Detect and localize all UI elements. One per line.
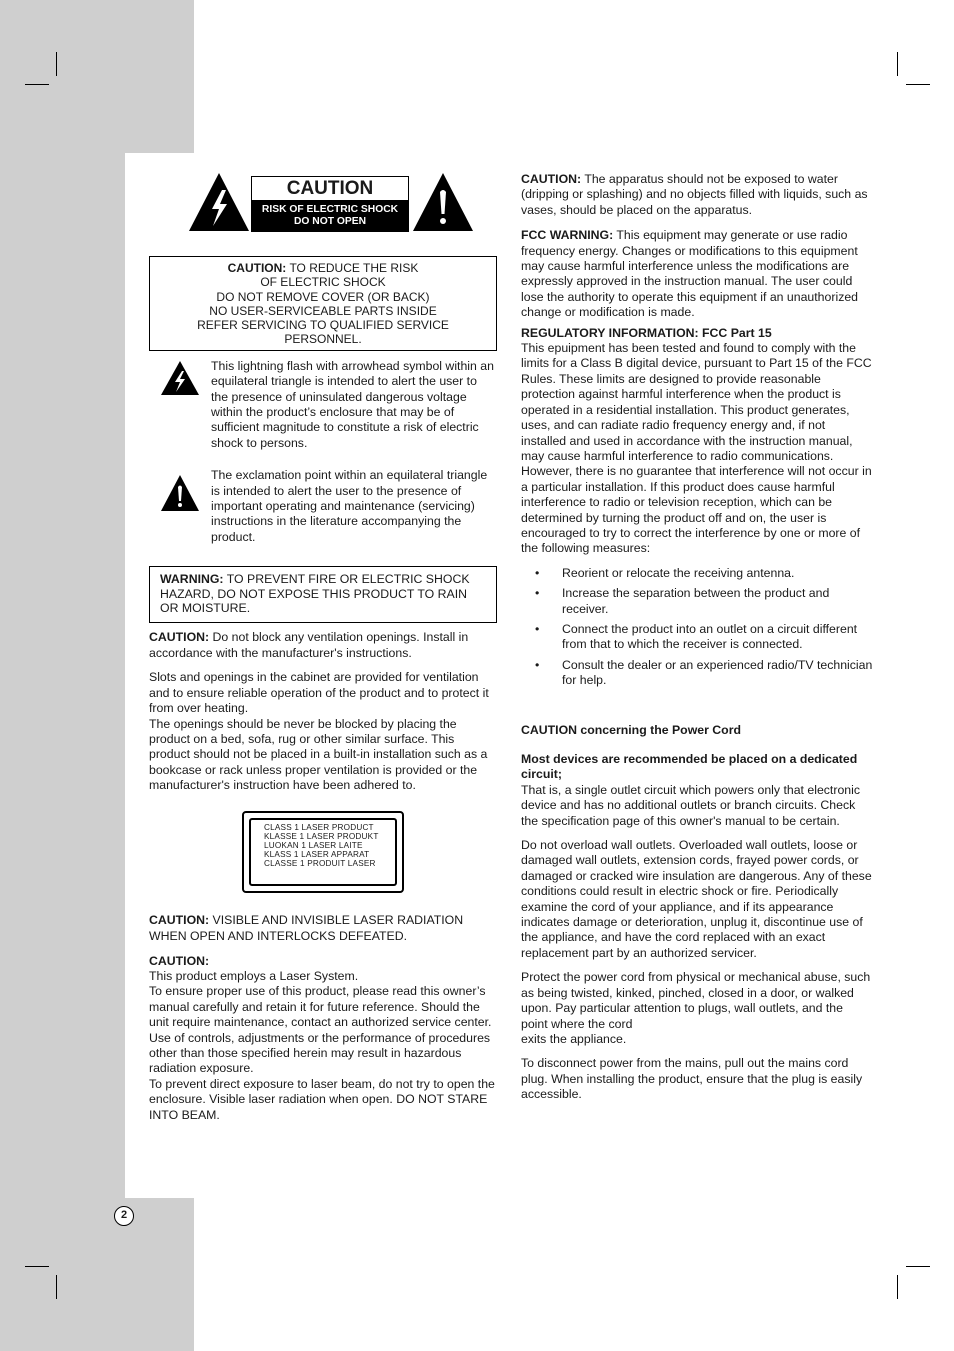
caution-graphic	[188, 172, 474, 236]
laser-radiation-caution	[149, 912, 497, 945]
laser-system-line-2: To ensure proper use of this product, please read this owner’s manual carefully and retain it for future reference. Should the unit require maintenance, contact an authorized service center.	[149, 984, 492, 1030]
ventilation-caution	[149, 630, 497, 661]
ventilation-para-2: The openings should be never be blocked by placing the product on a bed, sofa, rug or other similar surface. This product should not be placed in a built-in installation such as a bookcase or rack unless proper ventilation is provided or the manufacturer's instruction have been adhered to.	[149, 716, 488, 793]
lightning-warning-icon	[188, 172, 250, 232]
water-caution-text: The apparatus should not be exposed to water (dripping or splashing) and no objects filled with liquids, such as vases, should be placed on the apparatus.	[521, 172, 868, 217]
water-caution-label: CAUTION:	[521, 172, 582, 186]
regulatory-heading: REGULATORY INFORMATION: FCC Part 15	[521, 325, 772, 340]
gray-margin-bottom	[0, 1198, 194, 1351]
water-caution	[521, 172, 873, 218]
laser-label-line: KLASS 1 LASER APPARAT	[264, 849, 370, 859]
regulatory-text: This epuipment has been tested and found to comply with the limits for a Class B digital device, pursuant to Part 15 of the FCC Rules. These limits are designed to provide reasonable protection against harmful interference when the product is operated in a residential installation. This product generates, uses, and can radiate radio frequency energy and, if not installed and used in accordance with the instruction manual, may cause harmful interference to radio communications. However, there is no guarantee that interference will not occur in a particular installation. If this product does cause harmful interference to radio or television reception, which can be determined by turning the product off and on, the user is encouraged to try to correct the interference by one or more of the following measures:	[521, 341, 872, 556]
fcc-warning-text: This equipment may generate or use radio frequency energy. Changes or modifications to this equipment may cause harmful interference unless the modifications are expressly approved in the instruction manual. The user could lose the authority to operate this equipment if an unauthorized change or modification is made.	[521, 228, 859, 320]
crop-mark	[56, 1275, 57, 1299]
fcc-warning-label: FCC WARNING:	[521, 228, 614, 243]
lightning-explanation	[149, 359, 497, 451]
shock-caution-line-4: NO USER-SERVICEABLE PARTS INSIDE	[209, 303, 437, 318]
lightning-text: This lightning flash with arrowhead symbol within an equilateral triangle is intended to alert the user to the presence of uninsulated dangerous voltage within the product’s enclosure that may be of sufficient magnitude to constitute a risk of electric shock to persons.	[211, 358, 494, 450]
ventilation-text: Do not block any ventilation openings. Install in accordance with the manufacturer's instructions.	[149, 630, 469, 660]
crop-mark	[897, 1275, 898, 1299]
warning-text: TO PREVENT FIRE OR ELECTRIC SHOCK HAZARD, DO NOT EXPOSE THIS PRODUCT TO RAIN OR MOISTURE.	[160, 572, 470, 616]
exclamation-explanation	[149, 468, 497, 545]
power-cord-subheading: Most devices are recommended be placed on a dedicated circuit;	[521, 752, 858, 782]
caution-label-box	[251, 176, 409, 232]
ventilation-para-1: Slots and openings in the cabinet are provided for ventilation and to ensure reliable operation of the product and to protect it from over heating.	[149, 670, 489, 716]
exclamation-text: The exclamation point within an equilateral triangle is intended to alert the user to the presence of important operating and maintenance (servicing) instructions in the literature accompanying the product.	[211, 468, 488, 544]
power-cord-para-3	[521, 970, 873, 1047]
crop-mark	[25, 1266, 49, 1267]
laser-label-line: CLASS 1 LASER PRODUCT	[264, 822, 374, 832]
list-item: • Increase the separation between the product and receiver.	[521, 586, 873, 617]
laser-label-line: CLASSE 1 PRODUIT LASER	[264, 858, 376, 868]
warning-label: WARNING:	[160, 572, 224, 587]
power-cord-section	[521, 723, 873, 1103]
lightning-icon	[160, 360, 200, 396]
shock-caution-line-5: REFER SERVICING TO QUALIFIED SERVICE	[197, 318, 449, 333]
exclamation-warning-icon	[412, 172, 474, 232]
power-cord-para-4: To disconnect power from the mains, pull out the mains cord plug. When installing the product, ensure that the plug is easily accessible.	[521, 1056, 863, 1102]
list-item: • Consult the dealer or an experienced radio/TV technician for help.	[521, 658, 873, 689]
laser-label-line: KLASSE 1 LASER PRODUKT	[264, 831, 379, 841]
laser-label-line: LUOKAN 1 LASER LAITE	[264, 840, 363, 850]
exclamation-icon	[160, 474, 200, 512]
power-cord-para-2: Do not overload wall outlets. Overloaded wall outlets, loose or damaged wall outlets, extension cords, frayed power cords, or damaged or cracked wire insulation are dangerous. Any of these conditions could result in electric shock or fire. Periodically examine the cord of your appliance, and if its appearance indicates damage or deterioration, unplug it, discontinue use of the appliance, and have the cord replaced with an exact replacement part by an authorized servicer.	[521, 838, 872, 960]
laser-system-caution	[149, 954, 497, 1123]
shock-caution-line-6: PERSONNEL.	[284, 332, 362, 347]
crop-mark	[25, 84, 49, 85]
laser-radiation-text: VISIBLE AND INVISIBLE LASER RADIATION WHEN OPEN AND INTERLOCKS DEFEATED.	[149, 912, 464, 944]
left-column	[149, 172, 497, 1123]
ventilation-label: CAUTION:	[149, 630, 210, 645]
laser-system-line-1: This product employs a Laser System.	[149, 968, 359, 983]
fcc-warning	[521, 228, 873, 320]
power-cord-para-3a: Protect the power cord from physical or mechanical abuse, such as being twisted, kinked, pinched, closed in a door, or walked upon. Pay particular attention to plugs, wall outlets, and the point where the cord	[521, 970, 871, 1031]
shock-caution-line-2: OF ELECTRIC SHOCK	[260, 275, 386, 290]
crop-mark	[906, 84, 930, 85]
warning-box	[149, 566, 497, 623]
laser-product-label	[242, 811, 404, 893]
regulatory-info	[521, 326, 873, 689]
laser-radiation-label: CAUTION:	[149, 912, 210, 927]
page-number: 2	[114, 1206, 134, 1226]
shock-caution-line-1: TO REDUCE THE RISK	[289, 261, 419, 275]
caution-subtitle	[252, 200, 408, 231]
shock-caution-label: CAUTION:	[227, 261, 287, 275]
power-cord-para-1: That is, a single outlet circuit which powers only that electronic device and has no additional outlets or branch circuits. Check the specification page of this owner's manual to be certain.	[521, 782, 861, 828]
power-cord-heading: CAUTION concerning the Power Cord	[521, 722, 741, 737]
gray-margin-top	[0, 0, 194, 153]
laser-system-line-3: Use of controls, adjustments or the performance of procedures other than those specified herein may result in hazardous radiation exposure.	[149, 1030, 491, 1076]
crop-mark	[56, 52, 57, 76]
power-cord-para-3b: exits the appliance.	[521, 1031, 627, 1046]
shock-caution-box	[149, 256, 497, 351]
caution-line-1: RISK OF ELECTRIC SHOCK	[261, 204, 399, 215]
shock-caution-line-3: DO NOT REMOVE COVER (OR BACK)	[216, 289, 430, 304]
measures-list	[521, 566, 873, 689]
gray-margin-left	[0, 153, 125, 1198]
list-item: • Connect the product into an outlet on a circuit different from that to which the receiver is connected.	[521, 622, 873, 653]
crop-mark	[906, 1266, 930, 1267]
caution-line-2: DO NOT OPEN	[293, 215, 367, 227]
list-item: • Reorient or relocate the receiving antenna.	[521, 566, 873, 581]
laser-system-label: CAUTION:	[149, 953, 210, 968]
crop-mark	[897, 52, 898, 76]
laser-system-line-4: To prevent direct exposure to laser beam, do not try to open the enclosure. Visible laser radiation when open. DO NOT STARE INTO BEAM.	[149, 1076, 495, 1122]
caution-title: CAUTION	[286, 178, 374, 199]
right-column	[521, 172, 873, 1112]
